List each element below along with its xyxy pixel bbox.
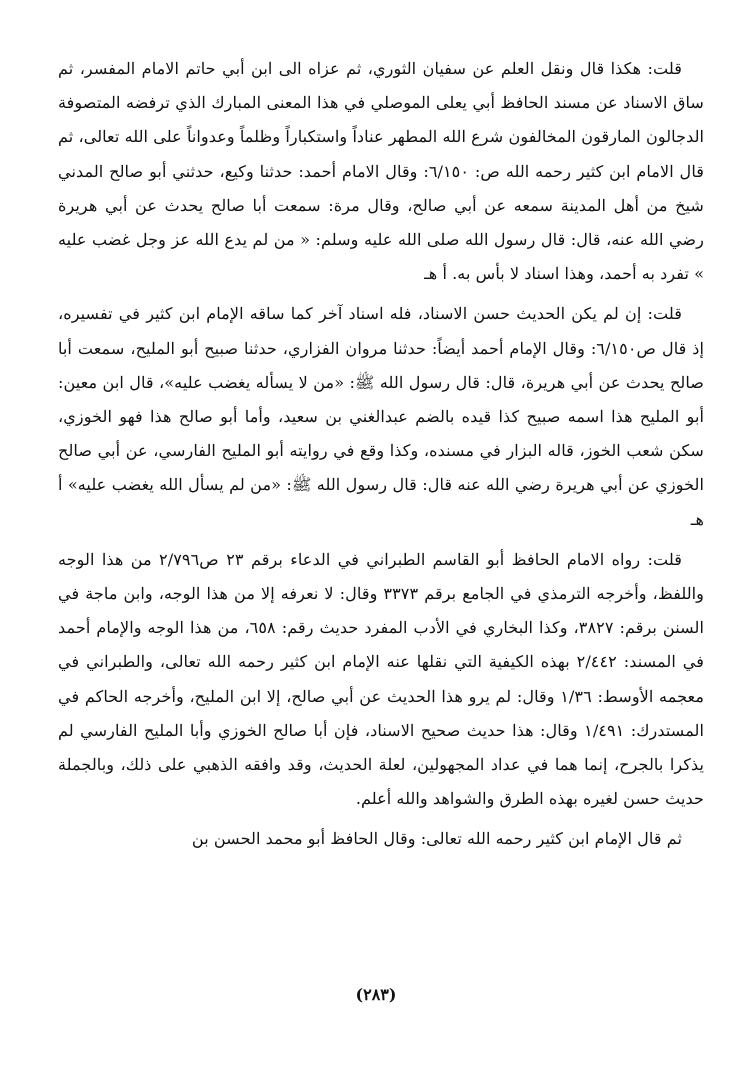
paragraph-2: قلت: إن لم يكن الحديث حسن الاسناد، فله اسناد آخر كما ساقه الإمام ابن كثير في تفسيره، إذ قال ص٦/١٥٠: وقال الإمام أحمد أيضاً: حدثنا مروان الفزاري، حدثنا صبيح أبو المليح، سمعت أبا صالح يحدث عن أبي هريرة، قال: قال رسول الله ﷺ: «من لا يسأله يغضب عليه»، قال ابن معين: أبو المليح هذا اسمه صبيح كذا قيده بالضم عبدالغني بن سعيد، وأما أبو صالح هذا فهو الخوزي، سكن شعب الخوز، قاله البزار في مسنده، وكذا وقع في روايته أبو المليح الفارسي، عن أبي صالح الخوزي عن أبي هريرة رضي الله عنه قال: قال رسول الله ﷺ: «من لم يسأل الله يغضب عليه» أ هـ xyxy=(58,304,705,529)
page-number: (٢٨٣) xyxy=(355,985,397,1004)
paragraph-1: قلت: هكذا قال ونقل العلم عن سفيان الثوري، ثم عزاه الى ابن أبي حاتم الامام المفسر، ثم ساق الاسناد عن مسند الحافظ أبي يعلى الموصلي في هذا المعنى المبارك الذي ترفضه المتصوفة الدجالون المارقون المخالفون شرع الله المطهر عناداً واستكباراً وظلماً وعدواناً على الله تعالى، ثم قال الامام ابن كثير رحمه الله ص: ٦/١٥٠: وقال الامام أحمد: حدثنا وكيع، حدثني أبو صالح المدني شيخ من أهل المدينة سمعه عن أبي صالح، وقال مرة: سمعت أبا صالح يحدث عن أبي هريرة رضي الله عنه، قال: قال رسول الله صلى الله عليه وسلم: « من لم يدع الله عز وجل غضب عليه » تفرد به أحمد، وهذا اسناد لا بأس به. أ هـ xyxy=(58,59,704,284)
page-body xyxy=(58,52,704,982)
paragraph-3: قلت: رواه الامام الحافظ أبو القاسم الطبراني في الدعاء برقم ٢٣ ص٢/٧٩٦ من هذا الوجه واللفظ، وأخرجه الترمذي في الجامع برقم ٣٣٧٣ وقال: لا نعرفه إلا من هذا الوجه، وابن ماجة في السنن برقم: ٣٨٢٧، وكذا البخاري في الأدب المفرد حديث رقم: ٦٥٨، من هذا الوجه والإمام أحمد في المسند: ٢/٤٤٢ بهذه الكيفية التي نقلها عنه الإمام ابن كثير رحمه الله تعالى، والطبراني في معجمه الأوسط: ١/٣٦ وقال: لم يرو هذا الحديث عن أبي صالح، إلا ابن المليح، وأخرجه الحاكم في المستدرك: ١/٤٩١ وقال: هذا حديث صحيح الاسناد، فإن أبا صالح الخوزي وأبا المليح الفارسي لم يذكرا بالجرح، إنما هما في عداد المجهولين، لعلة الحديث، وقد وافقه الذهبي على ذلك، وبالجملة حديث حسن لغيره بهذه الطرق والشواهد والله أعلم. xyxy=(58,549,705,809)
paragraph-4: ثم قال الإمام ابن كثير رحمه الله تعالى: وقال الحافظ أبو محمد الحسن بن xyxy=(191,829,682,849)
